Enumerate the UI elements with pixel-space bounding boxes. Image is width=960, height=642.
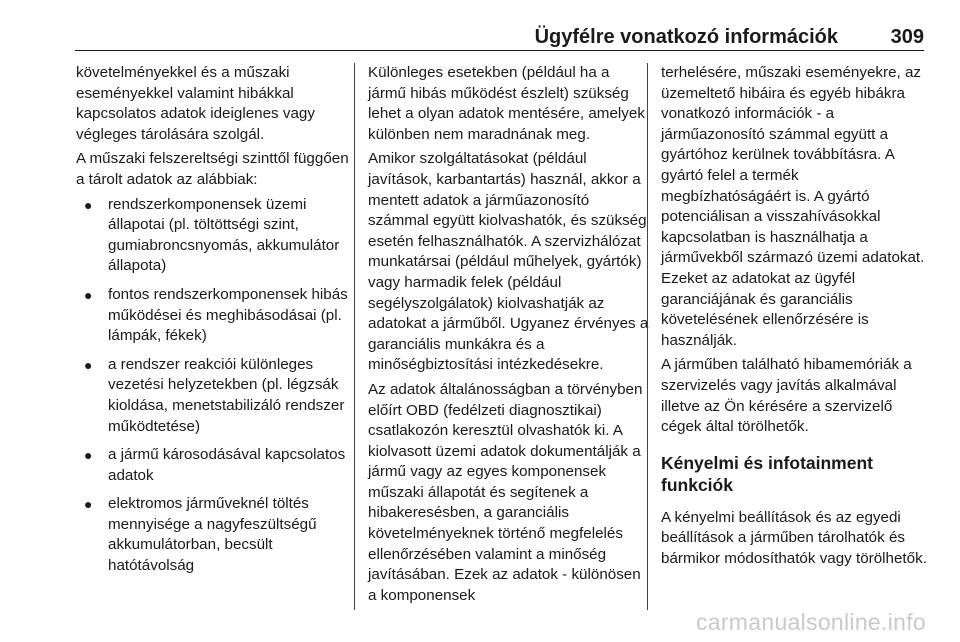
paragraph: terhelésére, műszaki eseményekre, az üzemeltető hibáira és egyéb hibákra vonatkozó információk - a járműazonosító számmal együtt a gyártóhoz kerülnek továbbításra. A gyártó felel a termék megbízhatóságáért is. A gyártó potenciálisan a visszahívásokkal kapcsolatban is használhatja a járművekből származó üzemi adatokat. Ezeket az adatokat az ügyfél garanciájának és garanciális követelésének ellenőrzésére is használják. (661, 64, 925, 349)
column-divider (354, 63, 355, 610)
paragraph: A kényelmi beállítások és az egyedi beállítások a járműben tárolhatók és bármikor módosíthatók vagy törölhetők. (661, 508, 927, 567)
text-column-3 (661, 63, 929, 573)
list-item-text: fontos rendszerkomponensek hibás működései és meghibásodásai (pl. lámpák, fékek) (108, 285, 348, 345)
paragraph: Az adatok általánosságban a törvényben előírt OBD (fedélzeti diagnosztikai) csatlakozón keresztül olvashatók ki. A kiolvasott üzemi adatok dokumentálják a jármű vagy az egyes komponensek műszaki állapotát és segítenek a hibakeresésben, a garanciális követelményeknek történő megfelelés ellenőrzésében valamint a minőség javításában. Ezek az adatok - különösen a komponensek (368, 380, 643, 604)
column-divider (647, 63, 648, 610)
bullet-icon: ● (84, 496, 93, 513)
list-item-text: rendszerkomponensek üzemi állapotai (pl. töltöttségi szint, gumiabroncsnyomás, akkumulátor állapota) (108, 195, 340, 275)
text-column-2 (368, 63, 650, 610)
bullet-icon: ● (84, 356, 93, 373)
list-item (78, 285, 356, 347)
paragraph: A járműben található hibamemóriák a szervizelés vagy javítás alkalmával illetve az Ön kérésére a szervizelő cégek által törölhetők. (661, 356, 912, 436)
paragraph: követelményekkel és a műszaki eseményekkel valamint hibákkal kapcsolatos adatok ideiglenes vagy végleges tárolására szolgál. (76, 64, 315, 143)
list-item (78, 195, 356, 277)
list-item (78, 494, 356, 576)
page-header (0, 0, 960, 56)
bullet-icon: ● (84, 447, 93, 464)
paragraph: A műszaki felszereltségi szinttől függően a tárolt adatok az alábbiak: (76, 150, 349, 188)
bullet-icon: ● (84, 286, 93, 303)
header-title: Ügyfélre vonatkozó információk (534, 26, 838, 48)
section-heading: Kényelmi és infotainment funkciók (661, 452, 873, 495)
paragraph: Különleges esetekben (például ha a jármű hibás működést észlelt) szükség lehet a olyan adatok mentésére, amelyek különben nem maradnának meg. (368, 64, 645, 143)
text-column-1 (76, 63, 356, 585)
header-rule (75, 50, 924, 51)
watermark: carmanualsonline.info (695, 609, 926, 635)
bullet-list (76, 195, 356, 577)
list-item-text: a jármű károsodásával kapcsolatos adatok (108, 446, 346, 484)
list-item-text: elektromos járműveknél töltés mennyisége a nagyfeszültségű akkumulátorban, becsült hatótávolság (108, 495, 317, 575)
page-number: 309 (890, 26, 924, 48)
list-item-text: a rendszer reakciói különleges vezetési helyzetekben (pl. légzsák kioldása, menetstabilizáló rendszer működtetése) (108, 355, 345, 435)
bullet-icon: ● (84, 196, 93, 213)
list-item (78, 355, 356, 437)
list-item (78, 445, 356, 486)
paragraph: Amikor szolgáltatásokat (például javítások, karbantartás) használ, akkor a mentett adatok a járműazonosító számmal együtt kiolvashatók, és szükség esetén felhasználhatók. A szervizhálózat munkatársai (például műhelyek, gyártók) vagy harmadik felek (például segélyszolgálatok) kiolvashatják az adatokat a járműből. Ugyanez érvényes a garanciális munkákra és a minőségbiztosítási intézkedésekre. (368, 150, 649, 374)
